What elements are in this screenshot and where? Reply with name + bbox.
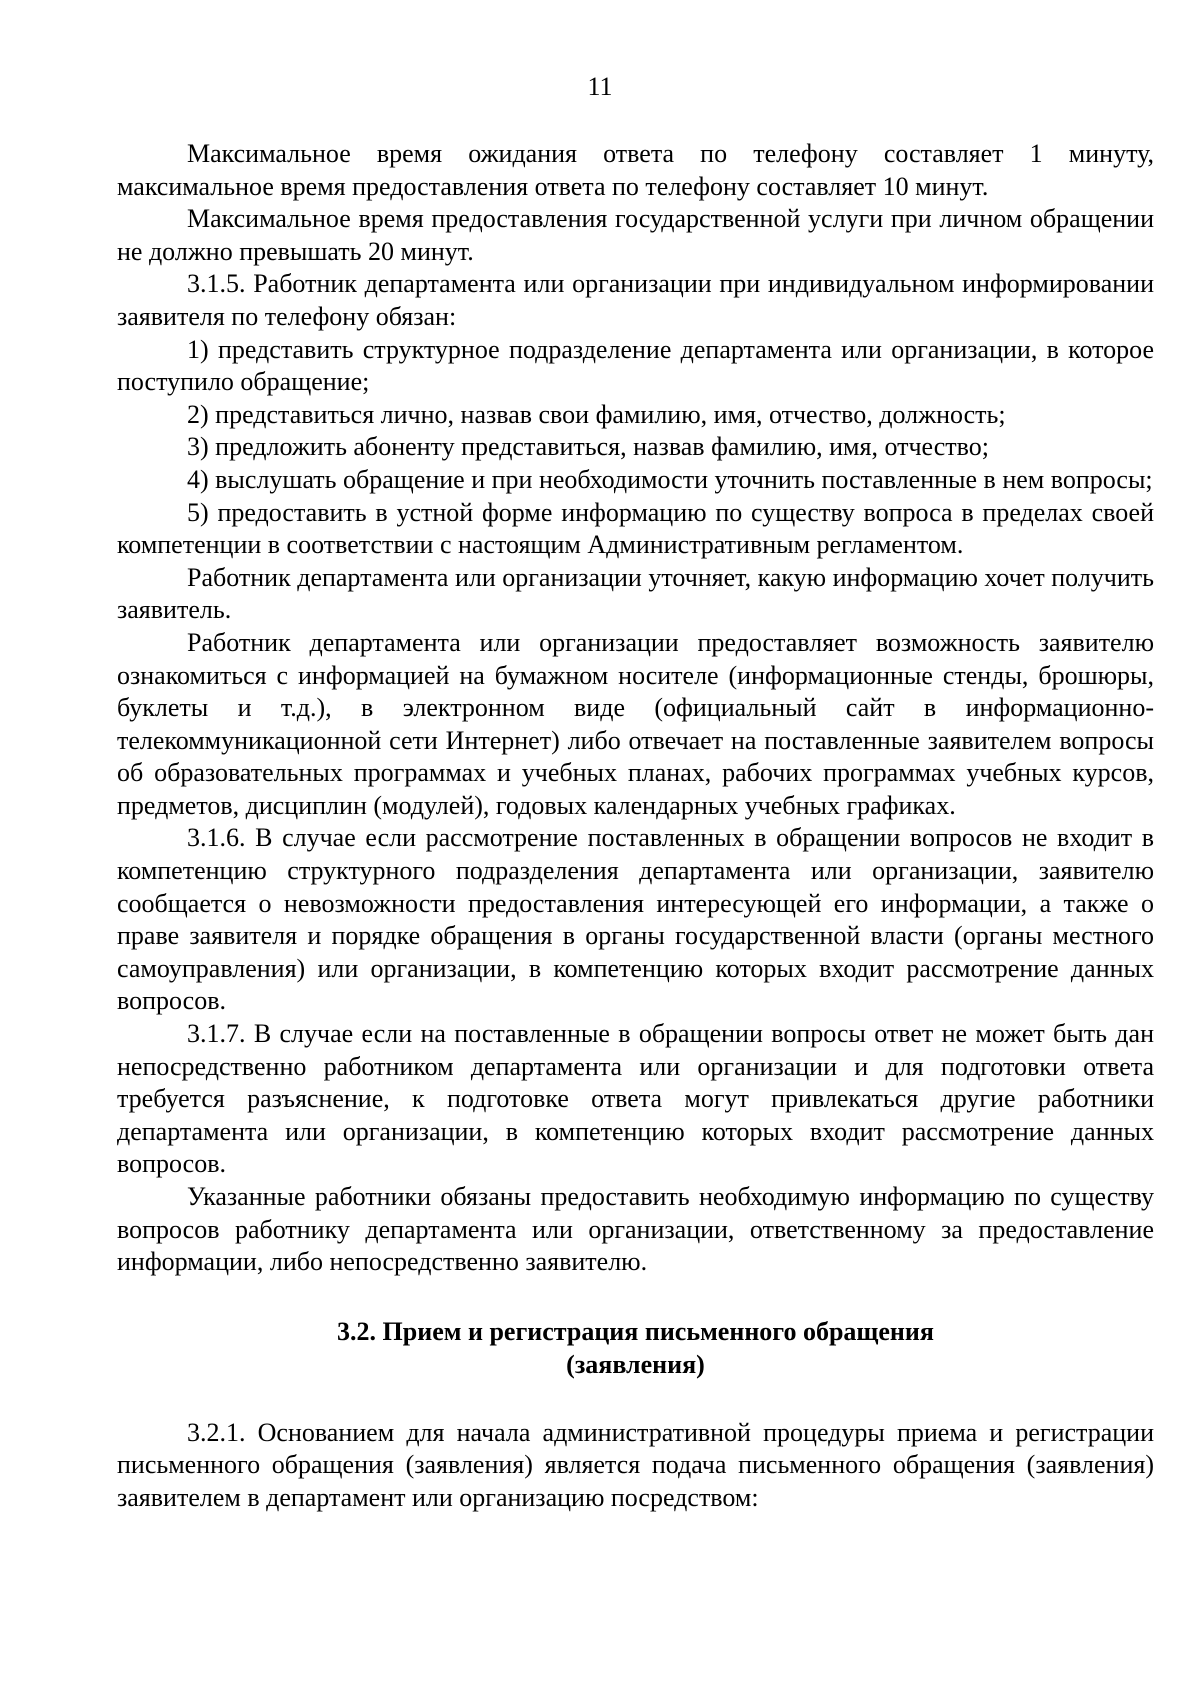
paragraph: Максимальное время ожидания ответа по телефону составляет 1 минуту, максимальное время предоставления ответа по телефону составляет 10 минут. (117, 139, 1154, 201)
paragraph: 3.2.1. Основанием для начала административной процедуры приема и регистрации письменного обращения (заявления) является подача письменного обращения (заявления) заявителем в департамент или организацию посредством: (117, 1417, 1154, 1512)
paragraph: Указанные работники обязаны предоставить необходимую информацию по существу вопросов работнику департамента или организации, ответственному за предоставление информации, либо непосредственно заявителю. (117, 1182, 1154, 1277)
paragraph: Работник департамента или организации предоставляет возможность заявителю ознакомиться с информацией на бумажном носителе (информационные стенды, брошюры, буклеты и т.д.), в электронном виде (официальный сайт в информационно-телекоммуникационной сети Интернет) либо отвечает на поставленные заявителем вопросы об образовательных программах и учебных планах, рабочих программах учебных курсов, предметов, дисциплин (модулей), годовых календарных учебных графиках. (117, 627, 1154, 820)
paragraph: 3.1.7. В случае если на поставленные в обращении вопросы ответ не может быть дан непосредственно работником департамента или организации и для подготовки ответа требуется разъяснение, к подготовке ответа могут привлекаться другие работники департамента или организации, в компетенцию которых входит рассмотрение данных вопросов. (117, 1019, 1154, 1179)
section-heading (117, 1315, 1154, 1381)
document-body (117, 138, 1154, 1515)
list-item: 3) предложить абоненту представиться, назвав фамилию, имя, отчество; (187, 432, 989, 462)
section-heading-line2: (заявления) (566, 1349, 705, 1379)
paragraph: 3.1.6. В случае если рассмотрение поставленных в обращении вопросов не входит в компетенцию структурного подразделения департамента или организации, заявителю сообщается о невозможности предоставления интересующей его информации, а также о праве заявителя и порядке обращения в органы государственной власти (органы местного самоуправления) или организации, в компетенцию которых входит рассмотрение данных вопросов. (117, 823, 1154, 1016)
list-item: 2) представиться лично, назвав свои фамилию, имя, отчество, должность; (187, 399, 1006, 429)
paragraph: Максимальное время предоставления государственной услуги при личном обращении не должно превышать 20 минут. (117, 204, 1154, 266)
paragraph: Работник департамента или организации уточняет, какую информацию хочет получить заявитель. (117, 562, 1154, 625)
list-item: 5) предоставить в устной форме информацию по существу вопроса в пределах своей компетенции в соответствии с настоящим Административным регламентом. (117, 497, 1154, 560)
section-heading-line1: 3.2. Прием и регистрация письменного обращения (337, 1316, 934, 1346)
page-number: 11 (587, 72, 613, 101)
list-item: 1) представить структурное подразделение департамента или организации, в которое поступило обращение; (117, 334, 1154, 397)
list-item: 4) выслушать обращение и при необходимости уточнить поставленные в нем вопросы; (187, 464, 1153, 494)
paragraph: 3.1.5. Работник департамента или организации при индивидуальном информировании заявителя по телефону обязан: (117, 269, 1154, 331)
